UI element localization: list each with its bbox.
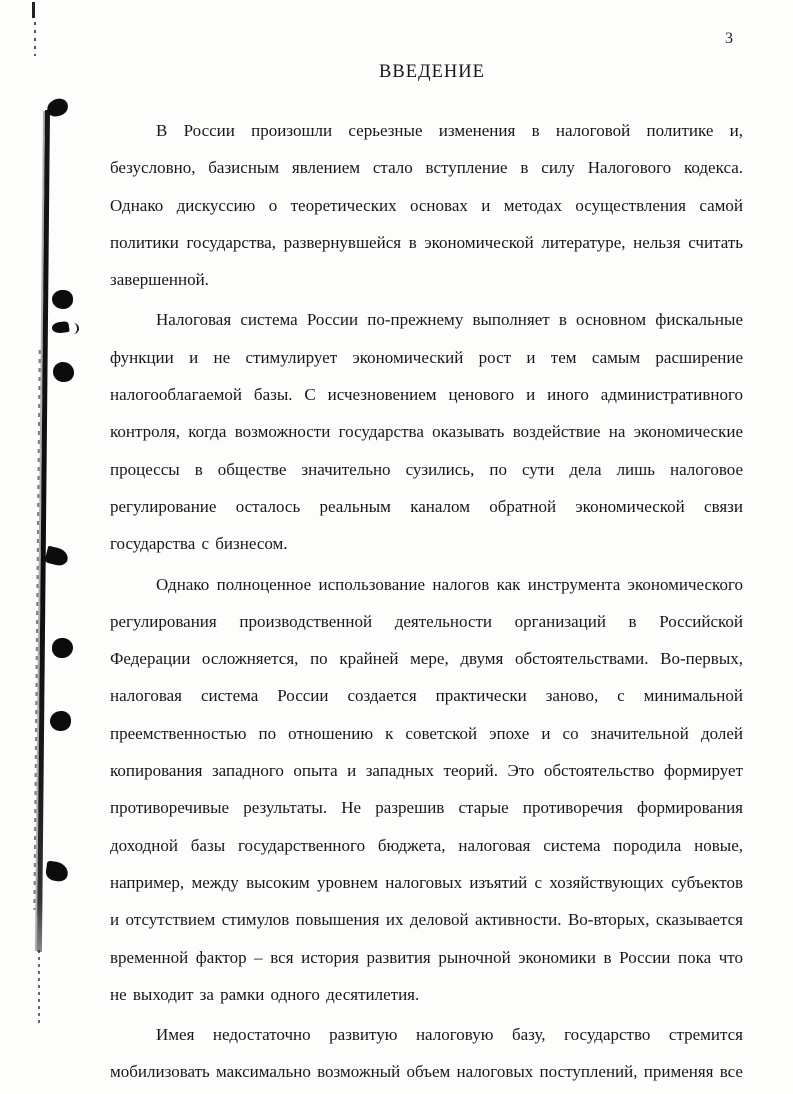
- scan-edge-dash: [34, 22, 36, 56]
- paragraph-3: Однако полноценное использование налогов как инструмента экономического регулирования производственной деятельности организаций в Российской Федерации осложняется, по крайней мере, двумя обстоятельствами. Во-первых, налоговая система России создается практически заново, с минимальной преемственностью по отношению к советской эпохе и со значительной долей копирования западного опыта и западных теорий. Это обстоятельство формирует противоречивые результаты. Не разрешив старые противоречия формирования доходной базы государственного бюджета, налоговая система породила новые, например, между высоким уровнем налоговых изъятий с хозяйствующих субъектов и отсутствием стимулов повышения их деловой активности. Во-вторых, сказывается временной фактор – вся история развития рыночной экономики в России пока что не выходит за рамки одного десятилетия.: [110, 574, 743, 1004]
- ink-blob: [50, 711, 71, 731]
- document-body: [110, 112, 743, 1094]
- page-title: ВВЕДЕНИЕ: [379, 62, 485, 82]
- ink-blob: [52, 290, 73, 309]
- page-number: 3: [725, 30, 733, 47]
- ink-blob: [51, 321, 69, 334]
- ink-mark: [71, 323, 79, 334]
- ink-blob: [45, 97, 69, 118]
- paragraph-1: В России произошли серьезные изменения в налоговой политике и, безусловно, базисным явлением стало вступление в силу Налогового кодекса. Однако дискуссию о теоретических основах и методах осуществления самой политики государства, развернувшейся в экономической литературе, нельзя считать завершенной.: [110, 121, 743, 290]
- ink-blob: [53, 362, 74, 382]
- paragraph-4: Имея недостаточно развитую налоговую базу, государство стремится мобилизовать максимально возможный объем налоговых поступлений, применяя все: [110, 1025, 743, 1082]
- paragraph-2: Налоговая система России по-прежнему выполняет в основном фискальные функции и не стимулирует экономический рост и тем самым расширение налогооблагаемой базы. С исчезновением ценового и иного административного контроля, когда возможности государства оказывать воздействие на экономические процессы в обществе значительно сузились, по сути дела лишь налоговое регулирование осталось реальным каналом обратной экономической связи государства с бизнесом.: [110, 310, 743, 554]
- scan-edge-dash: [32, 2, 35, 18]
- binding-scan-line: [37, 110, 50, 952]
- ink-blob: [44, 546, 69, 568]
- ink-blob: [45, 861, 69, 883]
- ink-blob: [52, 638, 73, 658]
- binding-scan-line-tail: [38, 950, 40, 1025]
